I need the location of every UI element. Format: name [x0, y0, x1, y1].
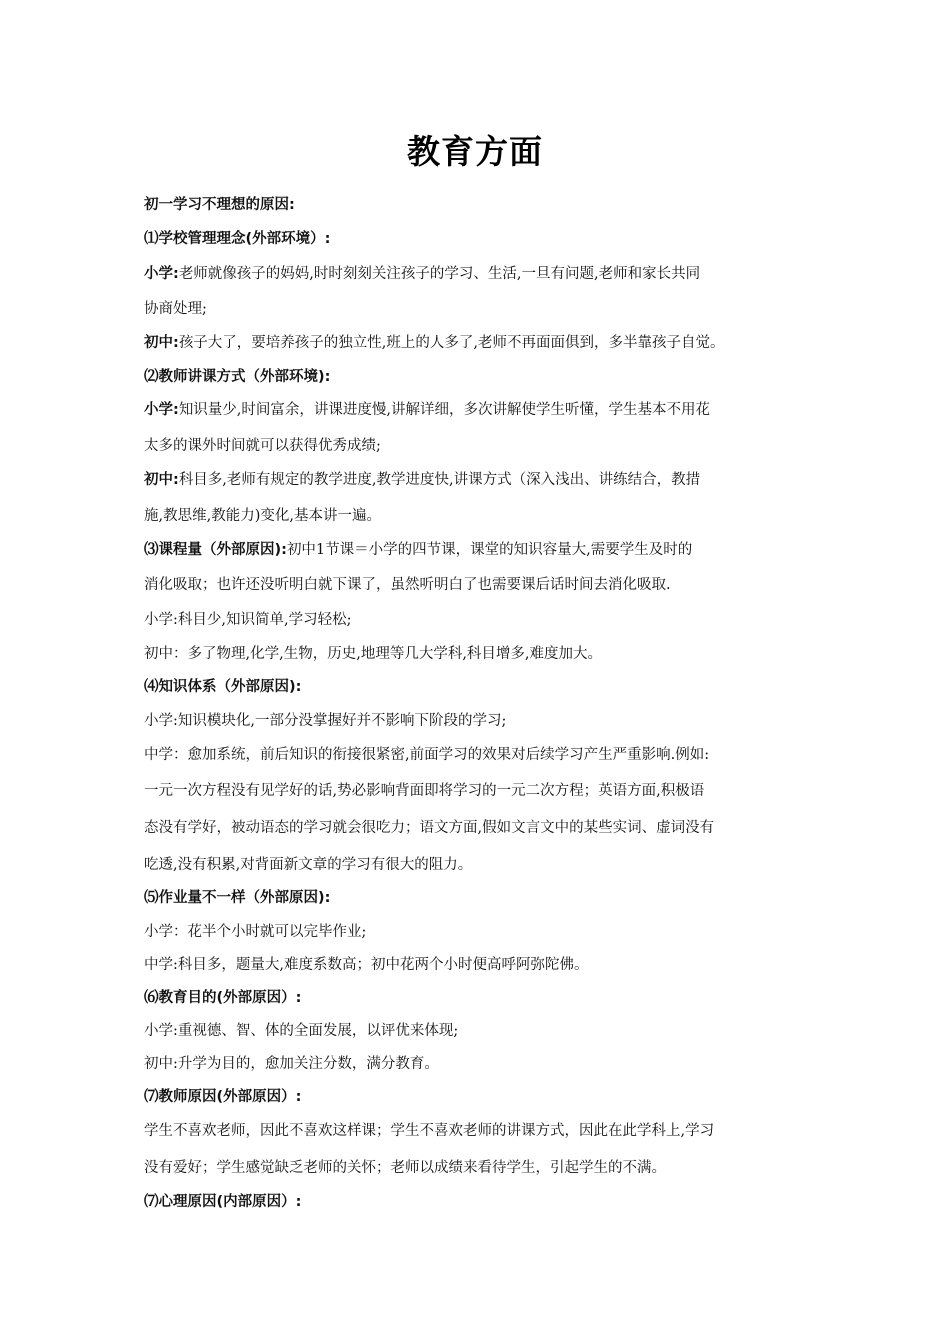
paragraph-line: ⑶课程量（外部原因):初中1节课＝小学的四节课，课堂的知识容量大,需要学生及时的 — [144, 542, 693, 558]
section-heading: ⑺心理原因(内部原因）: — [144, 1194, 302, 1210]
paragraph-line: 初中：多了物理,化学,生物，历史,地理等几大学科,科目增多,难度加大。 — [144, 646, 603, 662]
paragraph-line: 初中:孩子大了，要培养孩子的独立性,班上的人多了,老师不再面面俱到，多半靠孩子自觉。 — [144, 335, 725, 351]
section-heading: ⑵教师讲课方式（外部环境): — [144, 369, 331, 385]
paragraph-line: 小学:知识模块化,一部分没掌握好并不影响下阶段的学习; — [144, 713, 507, 729]
section-heading: ⑺教师原因(外部原因）: — [144, 1089, 302, 1105]
paragraph-line: 协商处理; — [144, 301, 207, 317]
paragraph-line: 小学：花半个小时就可以完毕作业; — [144, 924, 367, 940]
paragraph-line: 态没有学好，被动语态的学习就会很吃力；语文方面,假如文言文中的某些实词、虚词没有 — [144, 820, 715, 836]
paragraph-line: 太多的课外时间就可以获得优秀成绩; — [144, 438, 381, 454]
paragraph-line: 小学:科目少,知识简单,学习轻松; — [144, 612, 352, 628]
section-heading: ⑸作业量不一样（外部原因): — [144, 890, 331, 906]
section-heading: ⑴学校管理理念(外部环境）: — [144, 231, 331, 247]
section-heading: ⑹教育目的(外部原因）: — [144, 990, 302, 1006]
paragraph-line: 小学:知识量少,时间富余，讲课进度慢,讲解详细，多次讲解使学生听懂，学生基本不用花 — [144, 402, 711, 418]
paragraph-line: 小学:重视德、智、体的全面发展，以评优来体现; — [144, 1023, 459, 1039]
paragraph-line: 没有爱好；学生感觉缺乏老师的关怀；老师以成绩来看待学生，引起学生的不满。 — [144, 1160, 666, 1176]
section-heading: ⑷知识体系（外部原因): — [144, 679, 302, 695]
paragraph-line: 学生不喜欢老师，因此不喜欢这样课；学生不喜欢老师的讲课方式，因此在此学科上,学习 — [144, 1123, 715, 1139]
paragraph-line: 中学:科目多，题量大,难度系数高；初中花两个小时便高呼阿弥陀佛。 — [144, 957, 589, 973]
paragraph-line: 消化吸取；也许还没听明白就下课了，虽然听明白了也需要课后话时间去消化吸取. — [144, 577, 671, 593]
section-heading: 初一学习不理想的原因: — [144, 197, 295, 213]
paragraph-line: 初中:科目多,老师有规定的教学进度,教学进度快,讲课方式（深入浅出、讲练结合，教措 — [144, 472, 701, 488]
paragraph-line: 小学:老师就像孩子的妈妈,时时刻刻关注孩子的学习、生活,一旦有问题,老师和家长共同 — [144, 266, 701, 282]
paragraph-line: 吃透,没有积累,对背面新文章的学习有很大的阻力。 — [144, 857, 473, 873]
paragraph-line: 施,教思维,教能力)变化,基本讲一遍。 — [144, 508, 381, 524]
paragraph-line: 中学：愈加系统，前后知识的衔接很紧密,前面学习的效果对后续学习产生严重影响.例如: — [144, 747, 710, 763]
page-title: 教育方面 — [407, 132, 543, 171]
paragraph-line: 初中:升学为目的，愈加关注分数，满分教育。 — [144, 1056, 439, 1072]
paragraph-line: 一元一次方程没有见学好的话,势必影响背面即将学习的一元二次方程；英语方面,积极语 — [144, 783, 705, 799]
